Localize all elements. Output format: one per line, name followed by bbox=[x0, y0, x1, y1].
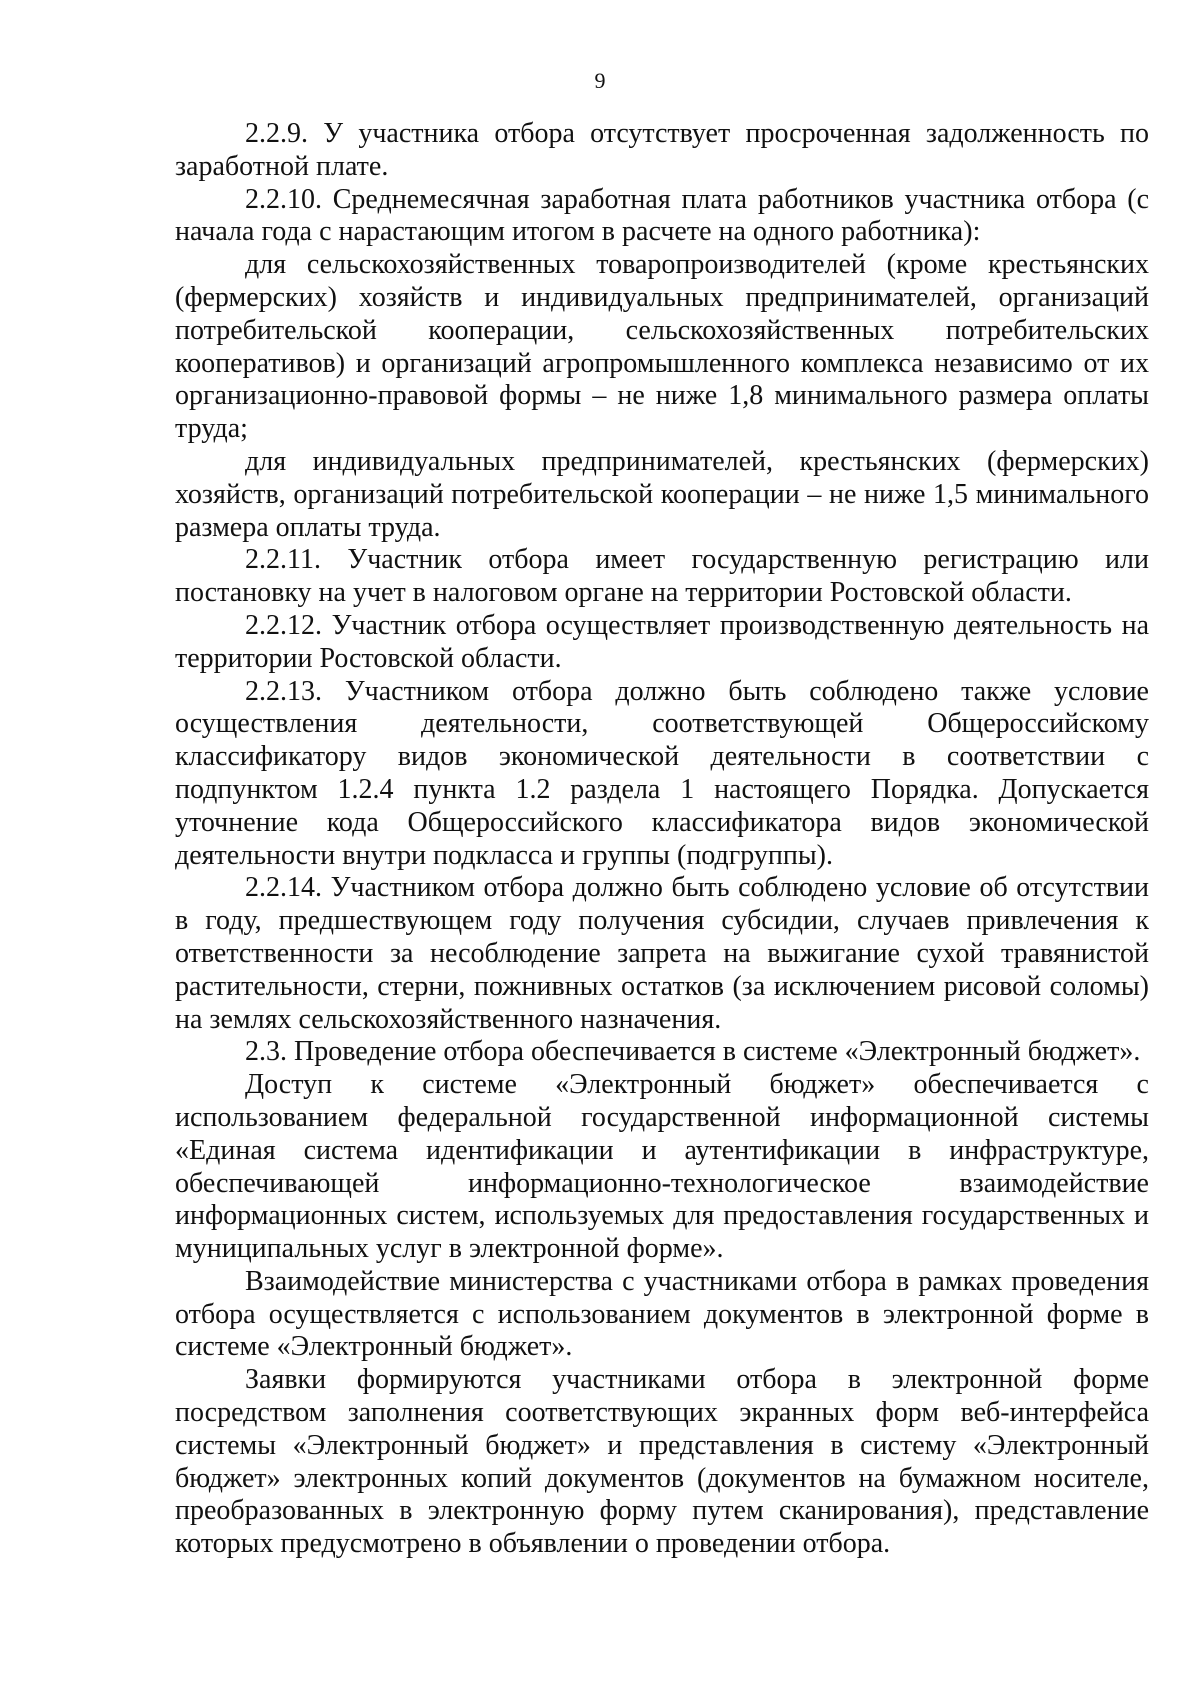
page-number: 9 bbox=[594, 68, 606, 93]
paragraph-2-2-13: 2.2.13. Участником отбора должно быть соблюдено также условие осуществления деятельности, соответствующей Общероссийскому классификатору видов экономической деятельности в соответствии с подпунктом 1.2.4 пункта 1.2 раздела 1 настоящего Порядка. Допускается уточнение кода Общероссийского классификатора видов экономической деятельности внутри подкласса и группы (подгруппы). bbox=[175, 675, 1149, 871]
paragraph-2-3: 2.3. Проведение отбора обеспечивается в системе «Электронный бюджет». bbox=[245, 1036, 1141, 1068]
paragraph-2-2-14: 2.2.14. Участником отбора должно быть соблюдено условие об отсутствии в году, предшествующем году получения субсидии, случаев привлечения к ответственности за несоблюдение запрета на выжигание сухой травянистой растительности, стерни, пожнивных остатков (за исключением рисовой соломы) на землях сельскохозяйственного назначения. bbox=[175, 872, 1149, 1035]
paragraph-2-2-9: 2.2.9. У участника отбора отсутствует просроченная задолженность по заработной плате. bbox=[175, 118, 1149, 182]
paragraph-2-2-11: 2.2.11. Участник отбора имеет государственную регистрацию или постановку на учет в налоговом органе на территории Ростовской области. bbox=[175, 544, 1149, 609]
paragraph-2-2-12: 2.2.12. Участник отбора осуществляет производственную деятельность на территории Ростовской области. bbox=[175, 609, 1149, 674]
paragraph-ministry-interaction: Взаимодействие министерства с участниками отбора в рамках проведения отбора осуществляется с использованием документов в электронной форме в системе «Электронный бюджет». bbox=[175, 1265, 1149, 1363]
paragraph-applications: Заявки формируются участниками отбора в электронной форме посредством заполнения соответствующих экранных форм веб-интерфейса системы «Электронный бюджет» и представления в систему «Электронный бюджет» электронных копий документов (документов на бумажном носителе, преобразованных в электронную форму путем сканирования), представление которых предусмотрено в объявлении о проведении отбора. bbox=[175, 1364, 1149, 1560]
paragraph-wage-individual-entrepreneurs: для индивидуальных предпринимателей, крестьянских (фермерских) хозяйств, организаций потребительской кооперации – не ниже 1,5 минимального размера оплаты труда. bbox=[175, 445, 1149, 543]
paragraph-wage-agri-producers: для сельскохозяйственных товаропроизводителей (кроме крестьянских (фермерских) хозяйств и индивидуальных предпринимателей, организаций потребительской кооперации, сельскохозяйственных потребительских кооперативов) и организаций агропромышленного комплекса независимо от их организационно-правовой формы – не ниже 1,8 минимального размера оплаты труда; bbox=[175, 249, 1149, 445]
paragraph-2-2-10: 2.2.10. Среднемесячная заработная плата работников участника отбора (с начала года с нарастающим итогом в расчете на одного работника): bbox=[175, 183, 1149, 248]
paragraph-access-electronic-budget: Доступ к системе «Электронный бюджет» обеспечивается с использованием федеральной государственной информационной системы «Единая система идентификации и аутентификации в инфраструктуре, обеспечивающей информационно-технологическое взаимодействие информационных систем, используемых для предоставления государственных и муниципальных услуг в электронной форме». bbox=[175, 1069, 1149, 1265]
document-body bbox=[175, 118, 1149, 1561]
